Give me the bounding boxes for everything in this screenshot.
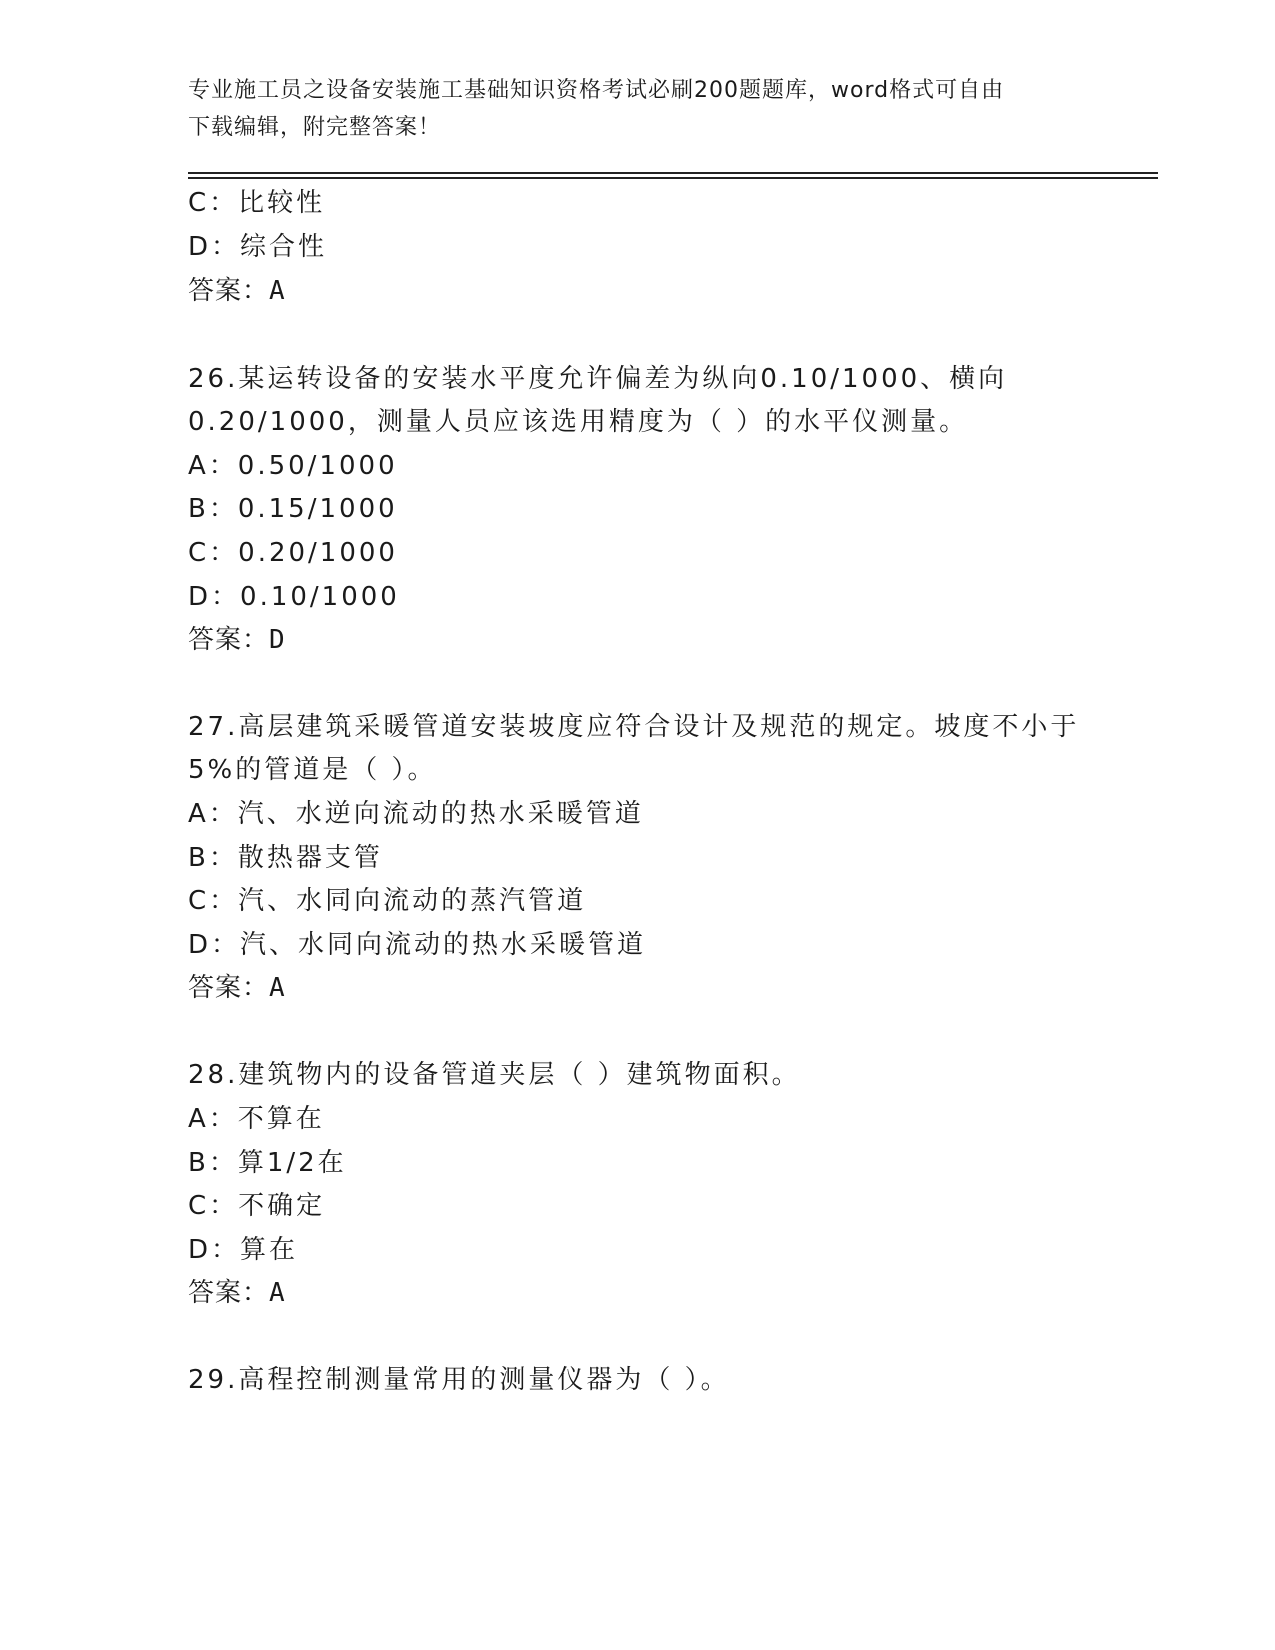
header-divider-bottom	[188, 177, 1158, 179]
q26-option-d: D：0.10/1000	[188, 582, 400, 612]
header-title-line-2: 下载编辑，附完整答案！	[188, 115, 442, 140]
q28-option-d: D：算在	[188, 1235, 299, 1265]
header-title-line-1: 专业施工员之设备安装施工基础知识资格考试必刷200题题库，word格式可自由	[188, 78, 1005, 103]
q27-stem-line-1: 27.高层建筑采暖管道安装坡度应符合设计及规范的规定。坡度不小于	[188, 712, 1080, 742]
q26-answer: 答案：D	[188, 625, 286, 655]
q26-stem-line-2: 0.20/1000，测量人员应该选用精度为（ ）的水平仪测量。	[188, 407, 969, 437]
document-header	[188, 72, 1078, 146]
q26-stem-line-1: 26.某运转设备的安装水平度允许偏差为纵向0.10/1000、横向	[188, 364, 1008, 394]
q27-option-b: B：散热器支管	[188, 843, 383, 873]
q26-option-a: A：0.50/1000	[188, 451, 398, 481]
q28-option-a: A：不算在	[188, 1104, 325, 1134]
q25-option-d: D：综合性	[188, 232, 328, 262]
q27-answer: 答案：A	[188, 973, 286, 1003]
q26-option-c: C：0.20/1000	[188, 538, 398, 568]
q28-option-b: B：算1/2在	[188, 1148, 347, 1178]
q27-stem-line-2: 5%的管道是（ ）。	[188, 755, 437, 785]
q28-option-c: C：不确定	[188, 1191, 326, 1221]
q25-option-c: C：比较性	[188, 188, 326, 218]
q29-stem-line-1: 29.高程控制测量常用的测量仪器为（ ）。	[188, 1365, 730, 1395]
header-divider-top	[188, 172, 1158, 174]
q28-answer: 答案：A	[188, 1278, 286, 1308]
q28-stem-line-1: 28.建筑物内的设备管道夹层（ ）建筑物面积。	[188, 1060, 801, 1090]
q27-option-c: C：汽、水同向流动的蒸汽管道	[188, 886, 587, 916]
q27-option-d: D：汽、水同向流动的热水采暖管道	[188, 930, 647, 960]
q27-option-a: A：汽、水逆向流动的热水采暖管道	[188, 799, 644, 829]
q26-option-b: B：0.15/1000	[188, 494, 398, 524]
q25-answer: 答案：A	[188, 276, 286, 306]
